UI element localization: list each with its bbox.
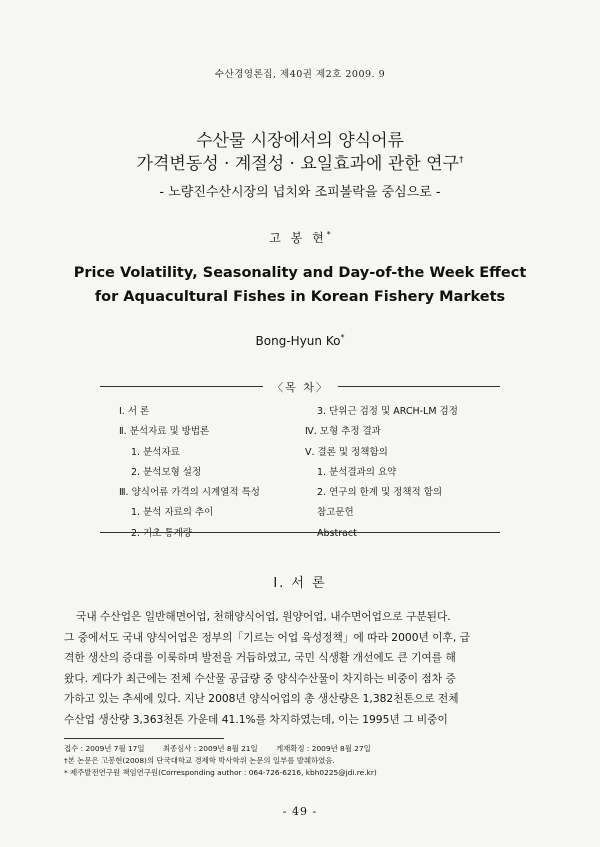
footnote-author: * 제주발전연구원 책임연구원(Corresponding author : 064-726-6216, kbh0225@jdi.re.kr) [64,768,377,777]
body-line: 왔다. 게다가 최근에는 전체 수산물 공급량 중 양식수산물이 차지하는 비중이 점차 증 [64,671,456,685]
body-line: 가하고 있는 추세에 있다. 지난 2008년 양식어업의 총 생산량은 1,382천톤으로 전체 [64,692,459,705]
toc-heading-label: 〈목 차〉 [272,381,329,394]
toc-item: Abstract [317,527,357,539]
body-line: 국내 수산업은 일반해면어업, 천해양식어업, 원양어업, 내수면어업으로 구분된다. [76,610,451,623]
body-line: 격한 생산의 증대를 이룩하며 발전을 거듭하였고, 국민 식생활 개선에도 큰 기여를 해 [64,651,456,664]
toc-item: 1. 분석자료 [131,446,180,458]
footnotes [64,743,536,779]
toc-item: Ⅴ. 결론 및 정책함의 [305,446,388,458]
korean-title-line-2-text: 가격변동성 · 계절성 · 요일효과에 관한 연구 [136,154,459,174]
english-author [0,333,600,348]
korean-title-line-2 [0,153,600,176]
toc-item: 참고문헌 [317,507,354,519]
page-number: - 49 - [282,805,318,818]
toc-item: 2. 연구의 한계 및 정책적 함의 [317,487,443,499]
korean-title [0,130,600,176]
accepted-date: 게재확정 : 2009년 8월 27일 [276,744,371,753]
toc-item: 2. 분석모형 설정 [131,466,202,478]
section-title: Ⅰ. 서 론 [273,576,327,591]
received-date: 접수 : 2009년 7월 17일 [64,744,145,753]
footnote-dates [64,743,536,755]
toc-item: Ⅰ. 서 론 [119,406,150,417]
korean-author [0,229,600,246]
toc-item: 1. 분석결과의 요약 [317,466,397,478]
body-line: 그 중에서도 국내 양식어업은 정부의「기르는 어업 육성정책」에 따라 2000년 이후, 급 [64,630,470,644]
toc-item: Ⅳ. 모형 추정 결과 [305,426,381,438]
toc-right-column [305,402,458,544]
toc-heading [0,379,600,393]
footnote-funding: †본 논문은 고봉현(2008)의 단국대학교 경제학 박사학위 논문의 일부를 발췌하였음. [64,756,335,765]
funding-mark: † [458,155,464,166]
footnote-rule [64,738,224,739]
english-author-mark: * [340,333,345,342]
reviewed-date: 최종심사 : 2009년 8월 21일 [162,744,258,753]
toc-item: 1. 분석 자료의 추이 [131,507,214,519]
toc-item: Ⅱ. 분석자료 및 방법론 [119,426,210,438]
toc-left-column [119,402,260,544]
body-paragraph [64,607,536,730]
toc-heading-rule-right [338,386,500,387]
english-title-line-1: Price Volatility, Seasonality and Day-of-the Week Effect [73,265,527,281]
toc-item: 3. 단위근 검정 및 ARCH-LM 검정 [317,406,458,417]
toc-item: 2. 기초 통계량 [131,527,192,539]
journal-header: 수산경영론집, 제40권 제2호 2009. 9 [214,69,386,80]
english-author-name: Bong-Hyun Ko [255,334,341,348]
korean-author-mark: * [326,230,331,239]
toc-bottom-rule [100,532,500,533]
english-title-line-2: for Aquacultural Fishes in Korean Fishery Markets [94,289,506,305]
toc-item: Ⅲ. 양식어류 가격의 시계열적 특성 [119,487,260,499]
english-title [0,261,600,309]
toc-heading-rule-left [100,386,263,387]
body-line: 수산업 생산량 3,363천톤 가운데 41.1%를 차지하였는데, 이는 1995년 그 비중이 [64,712,448,726]
korean-author-name: 고 봉 현 [269,231,327,245]
korean-title-line-1: 수산물 시장에서의 양식어류 [196,131,404,151]
korean-subtitle: - 노량진수산시장의 넙치와 조피볼락을 중심으로 - [159,185,441,200]
